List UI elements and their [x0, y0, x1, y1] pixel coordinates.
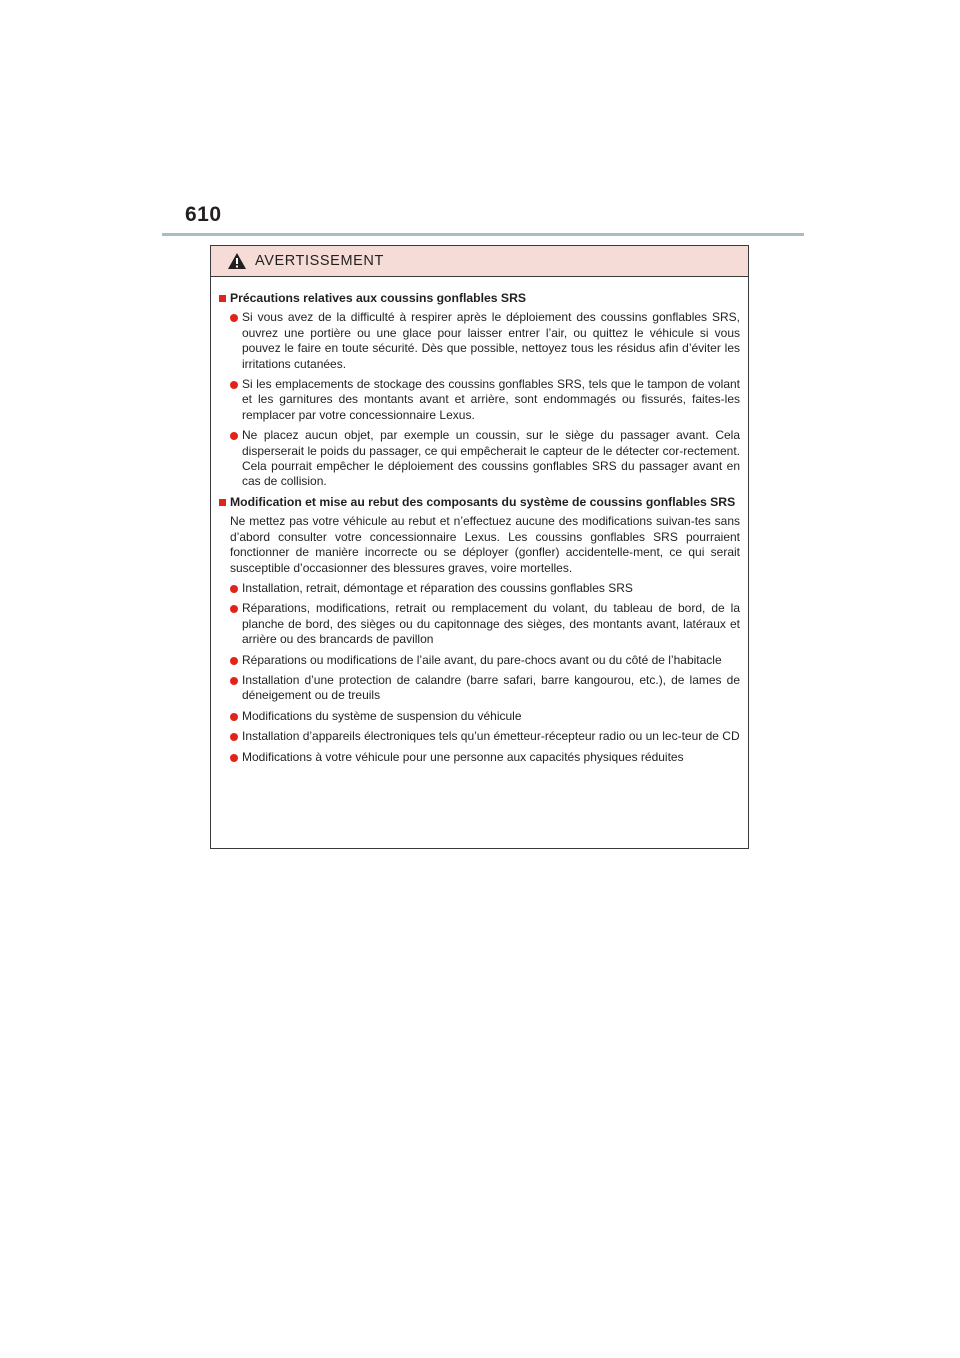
round-bullet-icon	[230, 432, 238, 440]
warning-title: AVERTISSEMENT	[255, 253, 384, 269]
list-item	[219, 729, 740, 744]
list-item	[219, 653, 740, 668]
list-item	[219, 673, 740, 704]
round-bullet-icon	[230, 381, 238, 389]
round-bullet-icon	[230, 733, 238, 741]
round-bullet-icon	[230, 657, 238, 665]
warning-header	[211, 246, 748, 277]
list-item	[219, 601, 740, 647]
list-item-text: Si vous avez de la difficulté à respirer après le déploiement des coussins gonflables SRS, ouvrez une portière ou une glace pour laisser entrer l’air, ou quittez le véhicule si vous pouvez le faire en toute sécurité. Dès que possible, nettoyez tous les résidus afin d’éviter les irritations cutanées.	[242, 310, 740, 371]
list-item	[219, 750, 740, 765]
list-item-text: Si les emplacements de stockage des coussins gonflables SRS, tels que le tampon de volant et les garnitures des montants avant et arrière, sont endommagés ou fissurés, faites-les remplacer par votre concessionnaire Lexus.	[242, 377, 740, 422]
list-item-text: Modifications du système de suspension du véhicule	[242, 708, 522, 723]
list-item-text: Installation d’une protection de calandre (barre safari, barre kangourou, etc.), de lames de déneigement ou de treuils	[242, 672, 740, 703]
list-item	[219, 428, 740, 490]
square-bullet-icon	[219, 499, 226, 506]
section-heading-text: Précautions relatives aux coussins gonflables SRS	[230, 291, 526, 305]
square-bullet-icon	[219, 295, 226, 302]
list-item	[219, 709, 740, 724]
warning-body	[211, 277, 748, 765]
list-item	[219, 310, 740, 372]
round-bullet-icon	[230, 713, 238, 721]
section-heading	[219, 495, 740, 510]
section-heading	[219, 291, 740, 306]
list-item	[219, 581, 740, 596]
round-bullet-icon	[230, 677, 238, 685]
round-bullet-icon	[230, 605, 238, 613]
page-number: 610	[185, 203, 222, 226]
list-item-text: Réparations, modifications, retrait ou remplacement du volant, du tableau de bord, de la planche de bord, des sièges ou du capitonnage des sièges, des montants avant, latéraux et arrière ou des brancards de pavillon	[242, 601, 740, 647]
list-item-text: Réparations ou modifications de l’aile avant, du pare-chocs avant ou du côté de l’habitacle	[242, 652, 722, 667]
round-bullet-icon	[230, 754, 238, 762]
list-item	[219, 377, 740, 423]
list-item-text: Installation d’appareils électroniques tels qu’un émetteur-récepteur radio ou un lec-teur de CD	[242, 729, 740, 744]
list-item-text: Installation, retrait, démontage et réparation des coussins gonflables SRS	[242, 580, 633, 595]
section-heading-text: Modification et mise au rebut des composants du système de coussins gonflables SRS	[230, 494, 736, 509]
warning-triangle-icon	[227, 252, 247, 270]
list-item-text: Modifications à votre véhicule pour une personne aux capacités physiques réduites	[242, 749, 684, 764]
round-bullet-icon	[230, 314, 238, 322]
section-paragraph: Ne mettez pas votre véhicule au rebut et n’effectuez aucune des modifications suivan-tes sans d’abord consulter votre concessionnaire Lexus. Les coussins gonflables SRS pourraient fonctionner de manière incorrecte ou se déployer (gonfler) accidentelle-ment, ce qui serait susceptible d’occasionner des blessures graves, voire mortelles.	[230, 514, 740, 575]
round-bullet-icon	[230, 585, 238, 593]
section-airbag-precautions	[219, 291, 740, 490]
section-modification-disposal	[219, 495, 740, 765]
header-rule	[162, 233, 804, 236]
list-item-text: Ne placez aucun objet, par exemple un coussin, sur le siège du passager avant. Cela disperserait le poids du passager, ce qui empêcherait le capteur de le détecter cor-rectement. Cela pourrait empêcher le déploiement des coussins gonflables SRS du passager avant en cas de collision.	[242, 428, 740, 489]
warning-box	[210, 245, 749, 849]
